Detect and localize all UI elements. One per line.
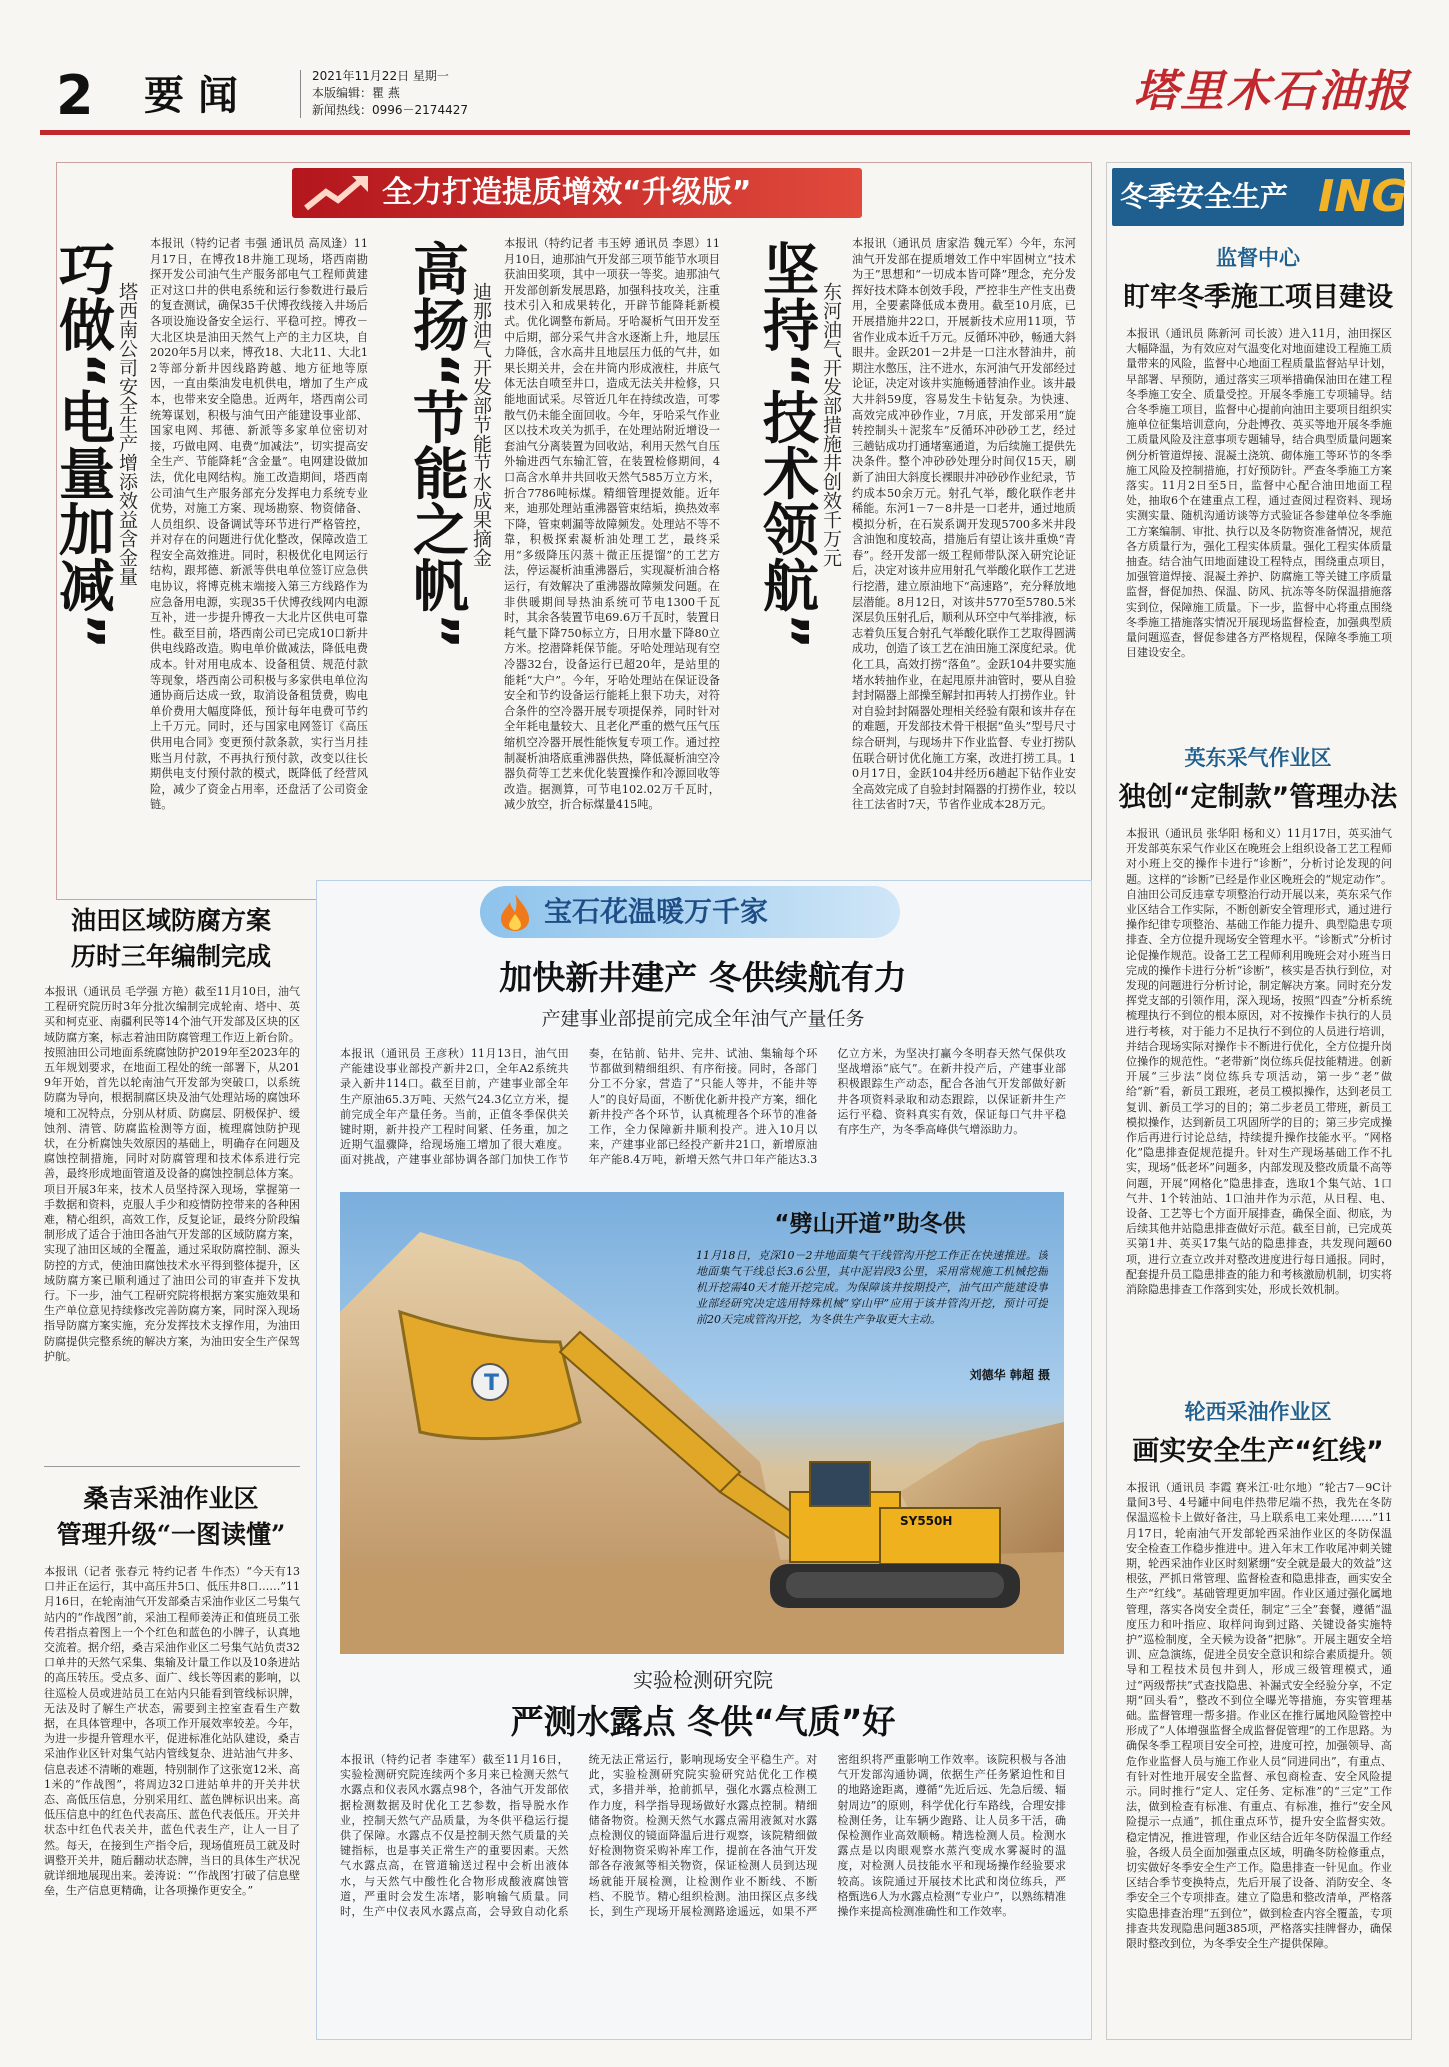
story2-body: 本报讯（特约记者 韦玉婷 通讯员 李恩）11月10日，迪那油气开发部三项节能节水项目获油田奖项，其中一项获一等奖。迪那油气开发部创新发展思路，加强科技攻关，注重技术引入和成果转化，开辟节能降耗新模式。优化调整布新局。牙哈凝析气田开发至中后期，部分采气井含水逐渐上升，地层压力降低，含水高井且地层压力低的气井，如果长期关井，会在井筒内形成液柱，井底气体无法自喷至井口，造成无法关井检修，只能地面试采。尽管近几年在持续改造，可零散气仍未能全面回收。今年，牙哈采气作业区以技术攻关为抓手，在处理站附近增设一套油气分离装置为回收站，利用天然气自压外输进西气东输汇管，在装置检修期间，4口高含水单井共回收天然气585万立方米，折合7786吨标煤。精细管理提效能。近年来，迪那处理站重沸器管束结垢，换热效率下降，管束刺漏等故障频发。处理站不等不靠，积极探索凝析油处理工艺，最终采用“多级降压闪蒸＋微正压提馏”的工艺方法，停运凝析油重沸器后，实现凝析油合格运行，有效解决了重沸器故障频发问题。在非供暖期间导热油系统可节电1300千瓦时，其余各装置节电69.6万千瓦时，装置日耗气量下降750标立方，日用水量下降80立方米。挖潜降耗保节能。牙哈处理站现有空冷器32台，设备运行已超20年，是站里的能耗“大户”。今年，牙哈处理站在保证设备安全和节约设备运行能耗上狠下功夫，对符合条件的空冷器开展专项提保养，同时针对全年耗电量较大、且老化严重的燃气压气压缩机空冷器开展性能恢复专项工作。通过控制凝析油塔底重沸器供热，降低凝析油空冷器负荷等工艺来优化装置操作和冷源回收等改造。据测算，可节电102.02万千瓦时，减少放空，折合标煤量415吨。 xyxy=(504,237,720,812)
machine-model-label: SY550H xyxy=(900,1514,953,1528)
left-a2-body: 本报讯（记者 张春元 特约记者 牛作杰）“今天有13口井正在运行，其中高压井5口、低压井8口……”11月16日，在轮南油气开发部桑吉采油作业区二号集气站内的“作战图”前，采油工程师姜涛正和值班员工张传君指点着图上一个个红色和蓝色的小牌子，认真地交流着。据介绍，桑吉采油作业区二号集气站负责32口单井的天然气采集、集输及计量工作以及10条进站的高压转压。受点多、面广、线长等因素的影响，以往巡检人员或进站员工在站内只能看到管线标识牌，无法及时了解生产状态，需要到主控室查看生产数据，在具体管理中，各项工作开展效率较差。今年，为进一步提升管理水平，促进标准化站队建设，桑吉采油作业区针对集气站内管线复杂、进站油气井多、信息表述不清晰的难题，特别制作了这张宽12米、高1米的“作战图”，将周边32口进站单井的开关井状态、高低压信息，分别采用红、蓝色牌标识出来。高低压信息中的红色代表高压、蓝色代表低压。开关井状态中红色代表关井，蓝色代表生产，让人一目了然。每天，在接到生产指令后，现场值班员工就及时调整开关井，随后翻动状态牌，当日的具体生产状况就详细地展现出来。姜涛说：“‘作战图’打破了信息壁垒，生产信息更精确，让各项操作更安全。” xyxy=(44,1565,300,1898)
warmth-a1-subtitle: 产建事业部提前完成全年油气产量任务 xyxy=(541,1008,865,1030)
story2-subtitle: 迪那油气开发部节能节水成果摘金 xyxy=(469,282,492,567)
warmth-banner xyxy=(480,886,900,938)
warmth-a2-title: 严测水露点 冬供“气质”好 xyxy=(510,1702,896,1741)
story3-body: 本报讯（通讯员 唐家浩 魏元军）今年，东河油气开发部在提质增效工作中牢固树立“技术为王”思想和“一切成本皆可降”理念，充分发挥好技术降本创效手段，严控非生产性支出费用，全要素降低成本费用。截至10月底，已开展措施井22口，开展新技术应用11项，节省作业成本近千万元。反循环冲砂，畅通大斜眼井。金跃201－2井是一口注水替油井，前期注水憋压，注不进水，东河油气开发部经过论证，决定对该井实施畅通替油作业。该井最大井斜59度，容易发生卡钻复杂。为快速、高效完成冲砂作业，7月底，开发部采用“旋转控制头＋泥浆车”反循环冲砂砂工艺，经过三趟钻成功打通堵塞通道，为后续施工提供先决条件。整个冲砂砂处理分时间仅15天，刷新了油田大斜度长裸眼井冲砂砂作业纪录，节约成本50余万元。射孔气举，酸化联作老井稀能。东河1－7－8井是一口老井，通过地质模拟分析，在石炭系调开发现5700多米井段含油饱和度较高，措施后有望让该井重焕“青春”。经开发部一级工程师带队深入研究论证后，决定对该井应用射孔气举酸化联作工艺进行挖潜，建立原油地下“高速路”，充分释放地层潜能。8月12日，对该井5770至5780.5米深层负压射孔后，顺利从环空中气举排液，标志着负压复合射孔气举酸化联作工艺取得圆满成功，创造了该工艺在油田施工深度纪录。优化工具，高效打捞“落鱼”。金跃104井要实施堵水转抽作业，在起甩原井油管时，要从自验封封隔器上部操至解封扣再转人打捞作业。针对自验封封隔器处理相关经验有限和该井存在的难题，开发部技术骨干根据“鱼头”型号尺寸综合研判，与现场井下作业监督、专业打捞队伍联合研讨优化施工方案，改进打捞工具。10月17日，金跃104井经历6趟起下钻作业安全高效完成了自验封封隔器的打捞作业，较以往工法省时7天，节省作业成本28万元。 xyxy=(852,237,1076,812)
masthead xyxy=(40,62,1410,126)
winter-banner-title: 冬季安全生产 xyxy=(1120,180,1289,213)
story1-subtitle: 塔西南公司安全生产增添效益含金量 xyxy=(115,282,138,586)
warmth-a1-title: 加快新井建产 冬供续航有力 xyxy=(499,958,907,997)
winter-a1-title: 盯牢冬季施工项目建设 xyxy=(1123,282,1393,313)
story3-title: 坚持“技术领航” xyxy=(754,240,819,650)
excavator-photo xyxy=(340,1192,1064,1654)
photo-caption-body: 11月18日，克深10－2井地面集气干线管沟开挖工作正在快速推进。该地面集气干线总长3.6公里，其中泥岩段3公里，采用常规施工机械挖掘机开挖需40天才能开挖完成。为保障该井按期投产，油气田产能建设事业部经研究决定选用特殊机械“穿山甲”应用于该井管沟开挖，预计可提前20天完成管沟开挖，为冬供生产争取更大主动。 xyxy=(696,1249,1048,1326)
news-hotline: 新闻热线：0996－2174427 xyxy=(312,103,468,117)
photo-caption-title: “劈山开道”助冬供 xyxy=(774,1211,966,1237)
story1-body: 本报讯（特约记者 韦强 通讯员 高凤逢）11月17日，在博孜18井施工现场，塔西南勘探开发公司油气生产服务部电气工程师黄建正对这口井的供电系统和运行参数进行最后的复查测试，确保35千伏博孜线接入井场后各项设施设备安全运行、平稳可控。博孜－大北区块是油田天然气上产的主力区块，自2020年5月以来，博孜18、大北11、大北12等部分新井因线路跨越、地方征地等原因，一直由柴油发电机供电，增加了生产成本，也带来安全隐患。近两年，塔西南公司统筹谋划，积极与油气田产能建设事业部、国家电网、邦德、新派等多家单位密切对接，巧做电网、电费“加减法”，切实提高安全生产、节能降耗“含金量”。电网建设做加法，优化电网结构。施工改造期间，塔西南公司油气生产服务部充分发挥电力系统专业优势，对施工方案、现场勘察、物资储备、人员组织、设备调试等环节进行严格管控，并对存在的问题进行优化整改，保障改造工程安全高效推进。同时，积极优化电网运行结构，跟邦德、新派等供电单位签订应急供电协议，将博克桃末端接入第三方线路作为应急备用电源，实现35千伏博孜线网内电源互补，进一步提升博孜－大北片区供电可靠性。截至目前，塔西南公司已完成10口新井供电线路改造。购电单价做减法，降低电费成本。针对用电成本、设备租赁、规范付款等现象，塔西南公司积极与多家供电单位沟通协商后达成一致，取消设备租赁费，购电单价费用大幅度降低，预计每年电费可节约上千万元。同时，还与国家电网签订《高压供用电合同》变更预付款条款，实行当月挂账当月付款，不再执行预付款，改变以往长期供电支付预付款的模式，既降低了经营风险，减少了资金占用率，还盘活了公司资金链。 xyxy=(150,237,368,812)
winter-a2-title: 独创“定制款”管理办法 xyxy=(1118,782,1398,813)
story1-title: 巧做“电量加减” xyxy=(50,240,115,650)
photo-credit: 刘德华 韩超 摄 xyxy=(969,1368,1050,1382)
winter-a3-body: 本报讯（通讯员 李霞 赛米江·吐尔地）“轮古7－9C计量间3号、4号罐中间电伴热带尼端不热，我先在冬防保温巡检卡上做好备注，马上联系电工来处理……”11月17日，轮南油气开发部轮西采油作业区的冬防保温安全检查工作稳步推进中。进入年末工作收尾冲刺关键期，轮西采油作业区时刻紧绷“安全就是最大的效益”这根弦，严抓日常管理、监督检查和隐患排查，画实安全生产“红线”。基础管理更加牢固。作业区通过强化属地管理，落实各岗安全责任，制定“三全”套餐，遵循“温度压力和叶指应、取样问询到过路、关键设备实施特护”巡检制度，全天候为设备“把脉”。开展主题安全培训、应急演练，促进全员安全意识和综合素质提升。领导和工程技术员包井到人，形成三级管理模式，通过“两级帮扶”式查找隐患、补漏式安全经验分享，不定期“回头看”，整改不到位全曝光等措施，夯实管理基础。监督管理一帮多措。作业区在推行属地风险管控中形成了“人体增强监督全成监督促管理”的工作思路。为确保冬季工程项目安全可控，进度可控，加强领导、高危作业监督人员与施工作业人员“同进同出”，有重点、有针对性地开展安全监督、承包商检查、安全风险提示。同时推行“定人、定任务、定标准”的“三定”工作法，做到检查有标准、有重点、有标准，推行“安全风险提示一点通”，抓住重点环节，提升安全监督实效。稳定情况，推进管理，作业区结合近年冬防保温工作经验，各级人员全面加强重点区域，明确冬防检修重点，切实做好冬季安全生产工作。隐患排查一针见血。作业区结合季节变换特点，先后开展了设备、消防安全、冬季安全三个专项排查。建立了隐患和整改清单，严格落实隐患排查治理“五到位”，做到检查内容全覆盖，专项排查共发现隐患问题385项，严格落实挂牌督办，确保限时整改到位，为冬季安全生产提供保障。 xyxy=(1126,1481,1392,1951)
warmth-a2-kicker: 实验检测研究院 xyxy=(633,1668,773,1692)
warmth-banner-text: 宝石花温暖万千家 xyxy=(544,895,769,928)
growth-arrow-icon xyxy=(304,174,370,212)
winter-a1-kicker: 监督中心 xyxy=(1216,246,1300,270)
svg-text:T: T xyxy=(484,1371,500,1396)
page-editor: 本版编辑：瞿 燕 xyxy=(312,86,400,100)
left-divider xyxy=(44,1466,300,1467)
top-banner-text: 全力打造提质增效“升级版” xyxy=(382,175,752,210)
winter-a1-body: 本报讯（通讯员 陈新河 司长波）进入11月，油田探区大幅降温，为有效应对气温变化对地面建设工程施工质量带来的风险，监督中心地面工程质量监督站早计划，早部署、早预防，通过落实三项举措确保油田在建工程冬季施工安全、质量受控。开展冬季施工专项辅导。结合冬季施工项目，监督中心提前向油田主要项目组织实施单位征集培训意向，分赴博孜、英买等地开展冬季施工质量风险及注意事项专题辅导，结合典型质量问题案例分析管道焊接、混凝土浇筑、砌体施工等环节的冬季施工风险及控制措施，打好预防针。严查冬季施工方案落实。11月2日至5日，监督中心配合油田地面工程处，抽取6个在建重点工程，通过查阅过程资料、现场实测实量、随机沟通访谈等方式验证各参建单位冬季施工方案编制、审批、执行以及冬防物资准备情况，规范各方质量行为，强化工程实体质量。强化工程实体质量抽查。结合油气田地面建设工程特点，围绕重点项目，加强管道焊接、混凝土养护、防腐施工等关键工序质量监督，督促加热、保温、防风、抗冻等冬防保温措施落实到位，保障施工质量。下一步，监督中心将重点围绕冬季施工措施落实情况开展现场监督检查，加强典型质量问题巡查，督促参建各方严格规程，保障冬季施工项目建设安全。 xyxy=(1126,327,1392,660)
flame-icon xyxy=(498,892,532,932)
winter-banner-ing: ING xyxy=(1318,171,1408,222)
section-title: 要闻 xyxy=(144,72,252,119)
warmth-a1-body: 本报讯（通讯员 王彦秋）11月13日，油气田产能建设事业部投产新井2口，全年A2系统共录入新井114口。截至目前，产建事业部全年生产原油65.3万吨、天然气24.3亿立方米，提前完成全年产量任务。当前，正值冬季保供关键时期，新井投产工程时间紧、任务重，加之近期气温骤降，给现场施工增加了很大难度。面对挑战，产建事业部协调各部门加快工作节奏，在钻前、钻井、完井、试油、集输每个环节都做到精细组织、有序衔接。同时，各部门分工不分家，营造了“只能人等井，不能井等人”的良好局面，不断优化新井投产方案，细化新井投产各个环节，认真梳理各个环节的准备工作，全力保障新井顺利投产。进入10月以来，产建事业部已经投产新井21口，新增原油年产能8.4万吨，新增天然气井口年产能达3.3亿立方米，为坚决打赢今冬明春天然气保供攻坚战增添“底气”。在新井投产后，产建事业部积极跟踪生产动态，配合各油气开发部做好新井各项资料录取和动态跟踪，以保证新井生产运行平稳、资料真实有效，保证每口气井平稳有序生产，为冬季高峰供气增添助力。 xyxy=(340,1047,1066,1167)
left-a1-title-line2: 历时三年编制完成 xyxy=(70,942,271,971)
left-a1-title-line1: 油田区域防腐方案 xyxy=(70,906,271,935)
story3-subtitle: 东河油气开发部措施井创效千万元 xyxy=(819,282,842,567)
newspaper-logo: 塔里木石油报 xyxy=(1134,66,1410,117)
winter-banner xyxy=(1112,168,1408,226)
issue-date: 2021年11月22日 星期一 xyxy=(312,69,449,83)
winter-a2-kicker: 英东采气作业区 xyxy=(1184,746,1332,770)
top-banner xyxy=(292,168,862,218)
masthead-rule xyxy=(40,130,1410,135)
masthead-divider xyxy=(300,70,301,118)
winter-a3-kicker: 轮西采油作业区 xyxy=(1184,1400,1332,1424)
winter-a3-title: 画实安全生产“红线” xyxy=(1132,1436,1384,1467)
left-a2-title-line1: 桑吉采油作业区 xyxy=(83,1484,259,1513)
left-a1-body: 本报讯（通讯员 毛学强 方艳）截至11月10日，油气工程研究院历时3年分批次编制完成轮南、塔中、英买和柯克亚、南疆利民等14个油气开发部及区块的区域防腐方案，标志着油田防腐管理工作迈上新台阶。按照油田公司地面系统腐蚀防护2019年至2023年的五年规划要求，在地面工程处的统一部署下，从2019年开始，首先以轮南油气开发部为突破口，以系统防腐为导向，根据制腐区块及油气处理站场的腐蚀环境和工况特点，分别从材质、防腐层、阴极保护、缓蚀剂、清管、防腐监检测等方面，梳理腐蚀防护现状，在分析腐蚀失效原因的基础上，明确存在问题及腐蚀控制措施，同时对防腐管理和技术体系进行完善，最终形成地面管道及设备的腐蚀控制总体方案。项目开展3年来，技术人员坚持深入现场，掌握第一手数据和资料，克服人手少和疫情防控带来的各种困难，精心组织，高效工作，反复论证，最终分阶段编制形成了适合于油田各油气开发部的区域防腐方案，实现了油田区域的全覆盖，通过采取防腐控制、源头防控的方式，使油田腐蚀技术水平得到整体提升，区域防腐方案已顺利通过了油田公司的审查并下发执行。下一步，油气工程研究院将根据方案实施效果和生产单位意见持续修改完善防腐方案，同时深入现场指导防腐方案实施，充分发挥技术支撑作用，为油田防腐提供完整系统的解决方案，为油田安全生产保驾护航。 xyxy=(44,985,300,1363)
left-a2-title-line2: 管理升级“一图读懂” xyxy=(56,1520,286,1549)
story2-title: 高扬“节能之帆” xyxy=(404,240,469,650)
winter-a2-body: 本报讯（通讯员 张华阳 杨和义）11月17日，英买油气开发部英东采气作业区在晚班会上组织设备工艺工程师对小班上交的操作卡进行“诊断”，分析讨论发现的问题。这样的“诊断”已经是作业区晚班会的“规定动作”。自油田公司反违章专项整治行动开展以来，英东采气作业区结合工作实际，不断创新安全管理形式，通过进行操作纪律专项整治、基础工作能力提升、典型隐患专项排查、全方位提升现场安全管理水平。“诊断式”分析讨论促操作规范。设备工艺工程师利用晚班会对小班当日完成的操作卡进行分析“诊断”，核实是否执行到位，对发现的问题进行分析讨论，制定解决方案。同时充分发挥党支部的引领作用，深入现场，按照“四查”分析系统梳理执行不到位的根本原因，对不按操作卡执行的人员进行考核，对于能力不足执行不到位的人员进行培训，并结合现场实际对操作卡不断进行优化，全方位提升岗位操作的规范性。“老带新”岗位练兵促技能精进。创新开展“三步法”岗位练兵专项活动，第一步“老”做给“新”看，新员工跟班，老员工模拟操作，达到老员工复训、新员工学习的目的；第二步老员工带班，新员工模拟操作，达到新员工巩固所学的目的；第三步完成操作后再进行讨论总结，持续提升操作技能水平。“网格化”隐患排查促规范提升。针对生产现场基础工作不扎实，现场“低老坏”问题多，内部发现及整改质量不高等问题，开展“网格化”隐患排查，选取1个集气站、1口气井、1个转油站、1口油井作为示范，从日程、电、设备、工艺等七个方面开展排查，确保全面、彻底，为后续其他井站隐患排查做好示范。截至目前，已完成英买第1井、英买17集气站的隐患排查，共发现问题60项，进行立查立改并对整改进度进行每日通报。同时，配套提升员工隐患排查的能力和考核激励机制，切实将消除隐患排查工作落到实处，形成长效机制。 xyxy=(1126,827,1392,1297)
page-number: 2 xyxy=(56,64,94,127)
warmth-a2-body: 本报讯（特约记者 李建军）截至11月16日，实验检测研究院连续两个多月来已检测天然气水露点和仪表风水露点98个，各油气开发部依据检测数据及时优化工艺参数，指导脱水作业，控制天然气产品质量，为冬供平稳运行提供了保障。水露点不仅是控制天然气质量的关键指标，也是事关正常生产的重要因素。天然气水露点高，在管道输送过程中会析出液体水，与天然气中酸性化合物形成酸液腐蚀管道，严重时会发生冻堵，影响输气质量。同时，生产中仪表风水露点高，会导致自动化系统无法正常运行，影响现场安全平稳生产。对此，实验检测研究院实验研究站优化工作模式，多措并举，抢前抓早，强化水露点检测工作力度，科学指导现场做好水露点控制。精细储备物资。检测天然气水露点需用液氮对水露点检测仪的镜面降温后进行观察，该院精细做好检测物资采购补库工作，提前在各油气开发部各存液氮等相关物资，保证检测人员到达现场就能开展检测，让检测作业不断线、不断档、不脱节。精心组织检测。油田探区点多线长，到生产现场开展检测路途遥远，如果不严密组织将严重影响工作效率。该院积极与各油气开发部沟通协调，依据生产任务紧迫性和目的地路途距离，遵循“先近后远、先急后缓、辐射周边”的原则，科学优化行车路线，合理安排检测任务，让车辆少跑路、让人员多干活，确保检测作业高效顺畅。精选检测人员。检测水露点是以肉眼观察水蒸汽变成水雾凝时的温度，对检测人员技能水平和现场操作经验要求较高。该院通过开展技术比武和岗位练兵，严格甄选6人为水露点检测“专业户”，以熟练精准操作来提高检测准确性和工作效率。 xyxy=(340,1753,1066,1919)
